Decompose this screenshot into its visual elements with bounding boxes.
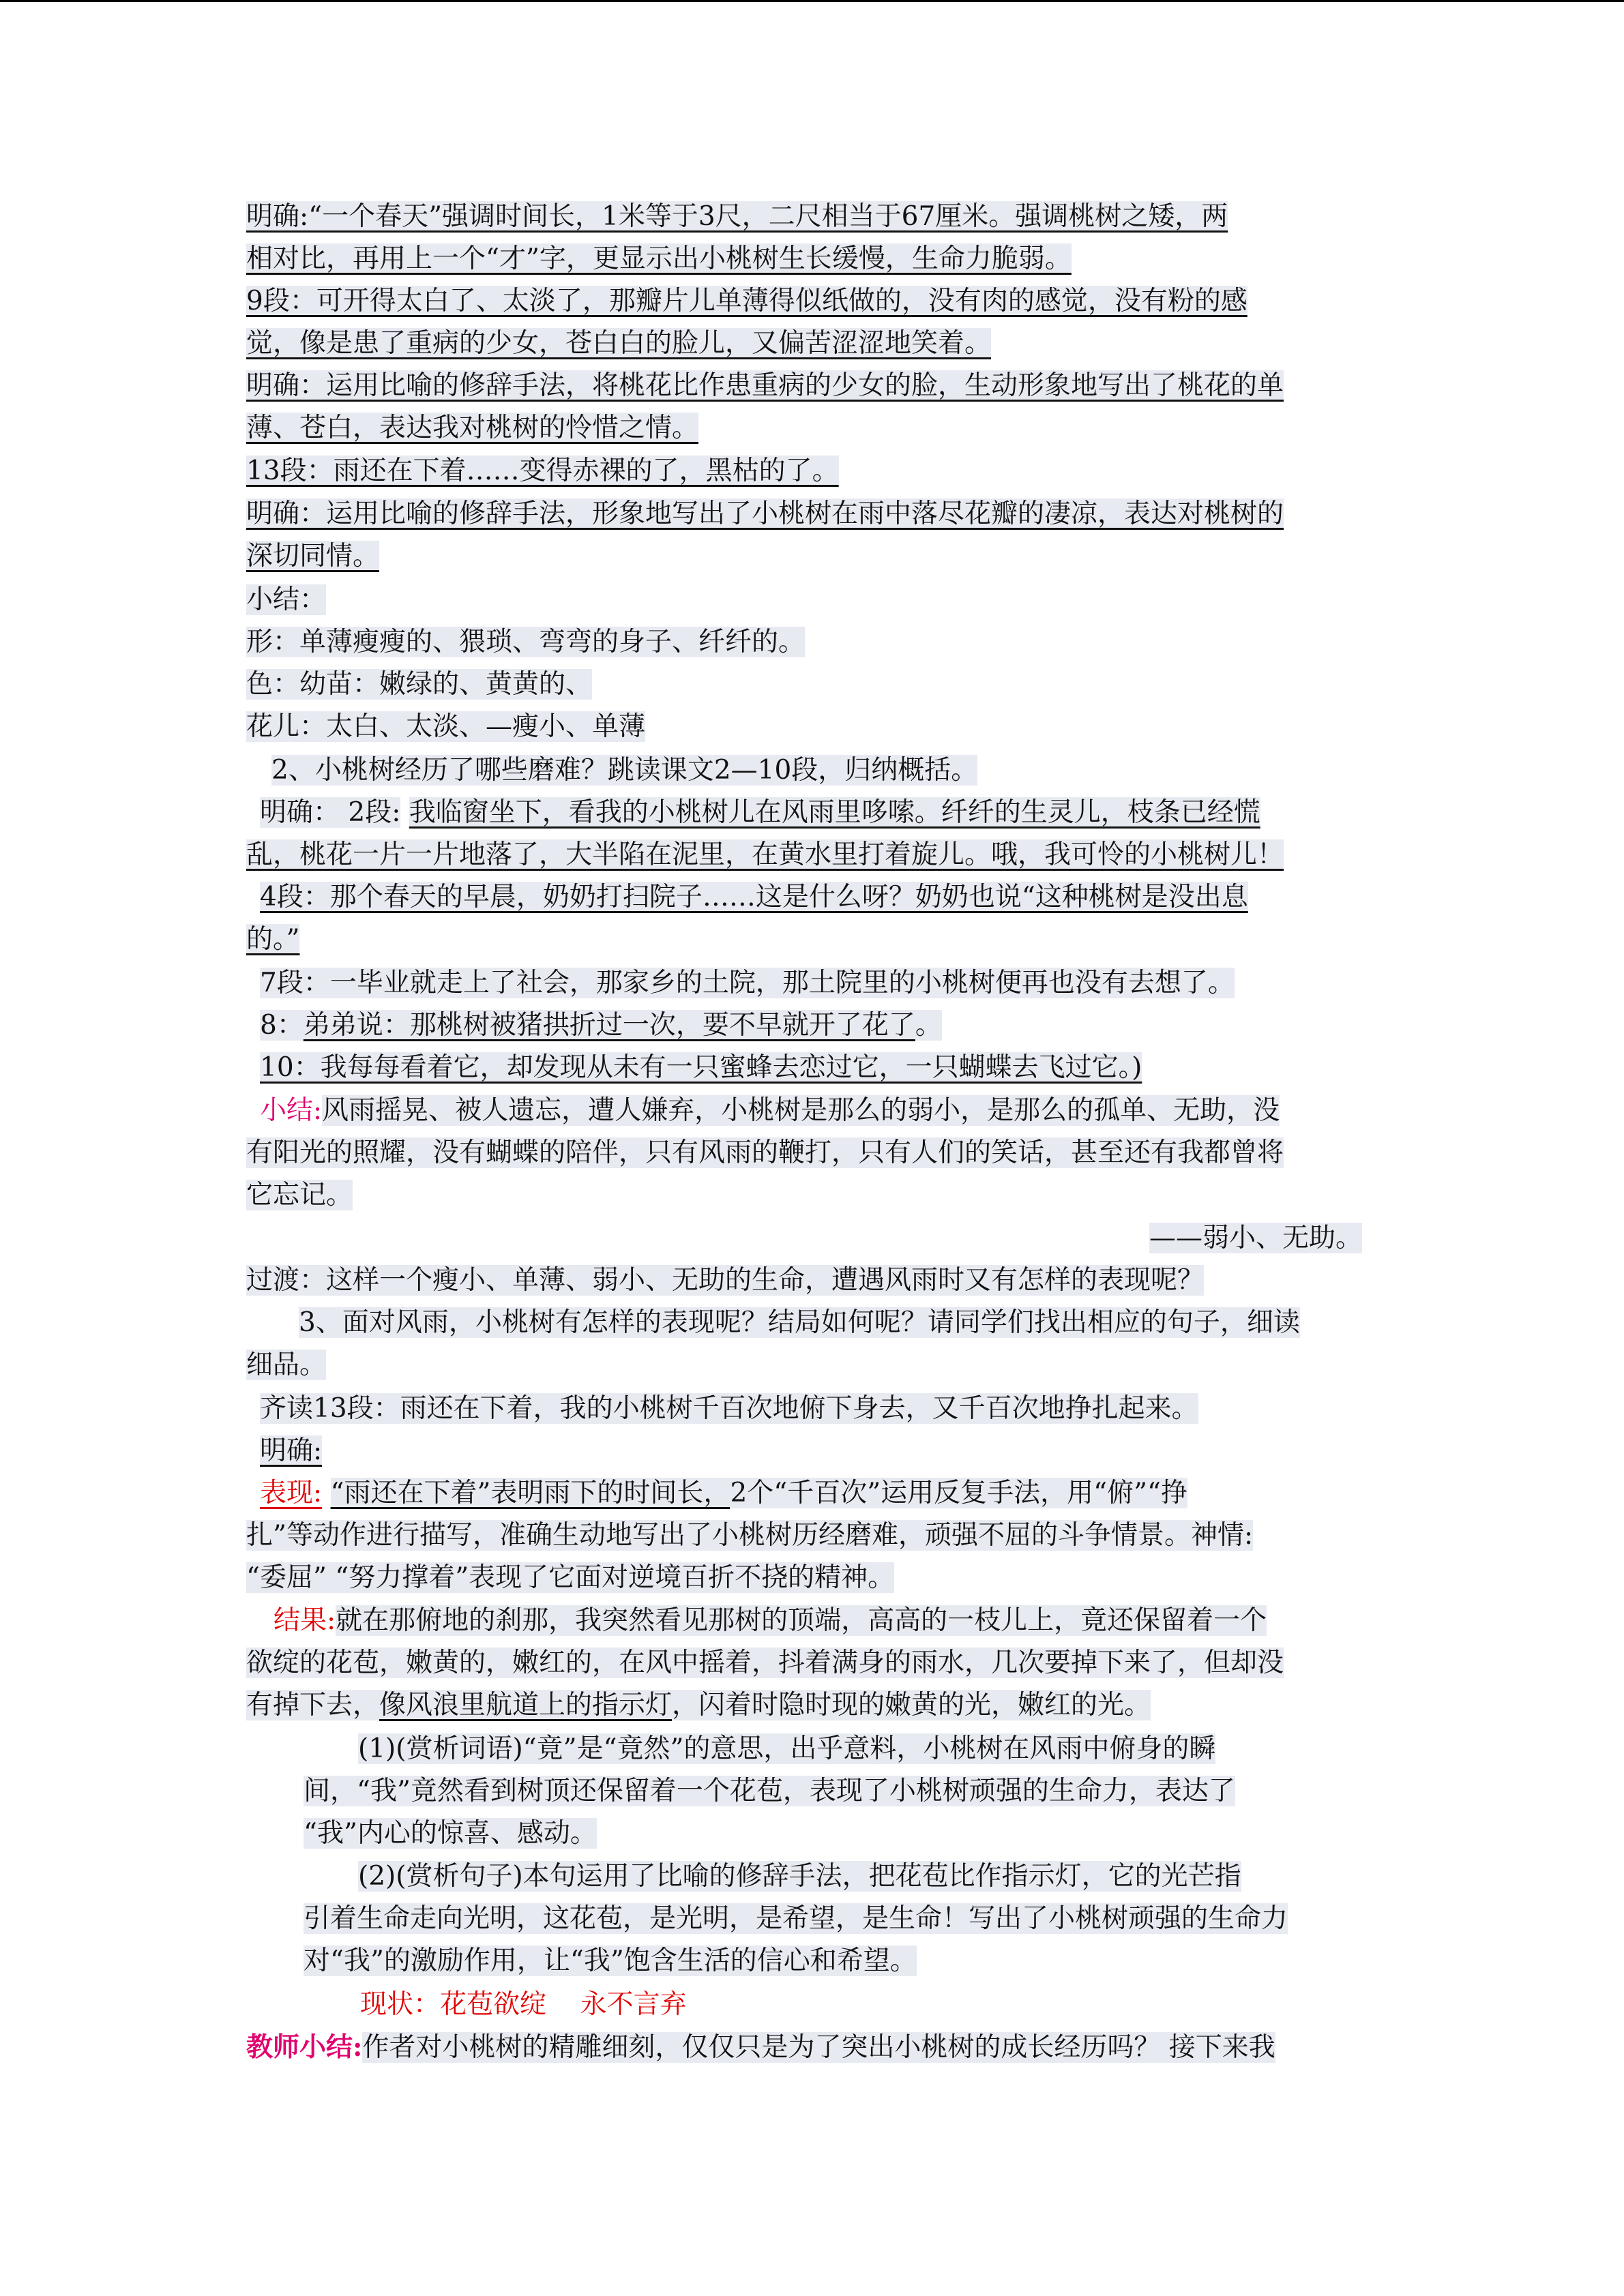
text-line: [246, 1346, 326, 1384]
answer-text: 明确:“一个春天”强调时间长，1米等于3尺，二尺相当于67厘米。强调桃树之矮，两: [246, 201, 1228, 232]
analysis-text: (2)(赏析句子)本句运用了比喻的修辞手法，把花苞比作指示灯，它的光芒指: [358, 1861, 1241, 1892]
summary-text: 风雨摇晃、被人遗忘，遭人嫌弃，小桃树是那么的弱小，是那么的孤单、无助，没: [322, 1095, 1280, 1126]
text-line: [246, 367, 1284, 405]
answer-text: 2个“千百次”运用反复手法，用“俯”“挣: [730, 1478, 1187, 1508]
text-line: [246, 623, 805, 661]
quote-text: 7段：一毕业就走上了社会，那家乡的土院，那土院里的小桃树便再也没有去想了。: [260, 968, 1235, 998]
analysis-text: 对“我”的激励作用，让“我”饱含生活的信心和希望。: [304, 1945, 917, 1976]
text-line: [260, 1092, 1280, 1130]
text-line: [246, 282, 1247, 320]
question-text: 2、小桃树经历了哪些磨难？跳读课文2—10段，归纳概括。: [271, 755, 978, 786]
text-line: [246, 921, 299, 959]
quote-text: 10：我每每看着它，却发现从未有一只蜜蜂去恋过它，一只蝴蝶去飞过它。): [260, 1052, 1142, 1083]
summary-label: 小结:: [260, 1095, 323, 1126]
answer-text: 明确：运用比喻的修辞手法，形象地写出了小桃树在雨中落尽花瓣的凄凉，表达对桃树的: [246, 498, 1284, 529]
performance-label: 表现:: [260, 1478, 323, 1508]
text-line: [246, 1517, 1253, 1555]
text-line: [246, 836, 1284, 874]
answer-text: “委屈” “努力撑着”表现了它面对逆境百折不挠的精神。: [246, 1562, 895, 1593]
quote-text: 。: [915, 1010, 942, 1041]
quote-text: 乱，桃花一片一片地落了，大半陷在泥里，在黄水里打着旋儿。哦，我可怜的小桃树儿！: [246, 839, 1284, 870]
answer-text: “雨还在下着”表明雨下的时间长，: [330, 1478, 730, 1508]
text-line: [246, 325, 991, 363]
transition-text: 过渡：这样一个瘦小、单薄、弱小、无助的生命，遭遇风雨时又有怎样的表现呢？: [246, 1265, 1205, 1296]
analysis-text: 引着生命走向光明，这花苞，是光明，是希望，是生命！写出了小桃树顽强的生命力: [304, 1903, 1288, 1934]
text-line: [260, 1049, 1142, 1087]
analysis-text: 间，“我”竟然看到树顶还保留着一个花苞，表现了小桃树顽强的生命力，表达了: [304, 1776, 1235, 1806]
text-line: [304, 1815, 597, 1853]
quote-text: 觉，像是患了重病的少女，苍白白的脸儿，又偏苦涩涩地笑着。: [246, 328, 992, 359]
text-line: [246, 1559, 894, 1597]
quote-text: 就在那俯地的刹那，我突然看见那树的顶端，高高的一枝儿上，竟还保留着一个: [336, 1605, 1267, 1636]
answer-text: 相对比，再用上一个“才”字，更显示出小桃树生长缓慢，生命力脆弱。: [246, 243, 1072, 274]
answer-label: 明确： 2段:: [260, 797, 401, 828]
text-line: [260, 1474, 1187, 1512]
text-line: [358, 1730, 1215, 1768]
text-line: [246, 708, 645, 746]
answer-label: 明确:: [260, 1435, 323, 1466]
text-line: [1149, 1219, 1362, 1257]
text-line: [246, 452, 839, 490]
answer-text: 薄、苍白，表达我对桃树的怜惜之情。: [246, 413, 699, 443]
question-text: 3、面对风雨，小桃树有怎样的表现呢？结局如何呢？请同学们找出相应的句子，细读: [299, 1307, 1300, 1338]
summary-heading: 小结：: [246, 584, 327, 615]
analysis-text: (1)(赏析词语)“竟”是“竟然”的意思，出乎意料，小桃树在风雨中俯身的瞬: [358, 1733, 1216, 1764]
text-line: [246, 495, 1284, 533]
text-line: [274, 1602, 1267, 1640]
text-line: [246, 1262, 1204, 1300]
answer-text: 明确：运用比喻的修辞手法，将桃花比作患重病的少女的脸，生动形象地写出了桃花的单: [246, 370, 1284, 401]
quote-label: 8：: [260, 1010, 304, 1041]
text-line: [246, 581, 326, 619]
text-line: [246, 240, 1072, 278]
summary-text: 色：幼苗：嫩绿的、黄黄的、: [246, 669, 593, 700]
quote-text: 4段：那个春天的早晨，奶奶打扫院子……这是什么呀？奶奶也说“这种桃树是没出息: [260, 882, 1248, 912]
status-text: 现状：花苞欲绽 永不言弃: [360, 1989, 687, 2020]
question-text: 细品。: [246, 1350, 327, 1380]
reading-text: 齐读13段：雨还在下着，我的小桃树千百次地俯下身去，又千百次地挣扎起来。: [260, 1393, 1198, 1424]
text-line: [246, 409, 698, 447]
text-line: [260, 794, 1260, 832]
analysis-text: “我”内心的惊喜、感动。: [304, 1818, 597, 1849]
result-label: 结果:: [274, 1605, 336, 1636]
teacher-summary-text: 作者对小桃树的精雕细刻，仅仅只是为了突出小桃树的成长经历吗？ 接下来我: [362, 2032, 1275, 2063]
text-line: [246, 1686, 1151, 1725]
text-line: [260, 1007, 942, 1045]
text-line: [260, 878, 1248, 916]
text-line: [304, 1942, 917, 1980]
quote-text: 像风浪里航道上的指示灯: [379, 1690, 673, 1720]
answer-text: 扎”等动作进行描写，准确生动地写出了小桃树历经磨难，顽强不屈的斗争情景。神情:: [246, 1520, 1254, 1551]
summary-text: 有阳光的照耀，没有蝴蝶的陪伴，只有风雨的鞭打，只有人们的笑话，甚至还有我都曾将: [246, 1137, 1284, 1168]
quote-text: 13段：雨还在下着……变得赤裸的了，黑枯的了。: [246, 456, 839, 486]
teacher-summary-label: 教师小结:: [246, 2031, 363, 2063]
text-line: [304, 1772, 1235, 1810]
text-line: [246, 1644, 1284, 1682]
summary-text: 花儿：太白、太淡、—瘦小、单薄: [246, 711, 646, 742]
text-line: [260, 1390, 1198, 1428]
summary-text: 它忘记。: [246, 1180, 353, 1210]
text-line: [260, 964, 1235, 1002]
text-line: [260, 1432, 322, 1470]
conclusion-text: ——弱小、无助。: [1149, 1223, 1363, 1253]
text-line: [246, 1134, 1284, 1172]
text-line: [360, 1986, 687, 2024]
summary-text: 形：单薄瘦瘦的、猥琐、弯弯的身子、纤纤的。: [246, 627, 806, 657]
quote-text: ，闪着时隐时现的嫩黄的光，嫩红的光。: [672, 1690, 1151, 1720]
quote-text: 的。”: [246, 924, 300, 955]
text-line: [246, 1176, 353, 1214]
text-line: [358, 1858, 1241, 1896]
quote-text: 有掉下去，: [246, 1690, 380, 1720]
text-line: [299, 1304, 1300, 1342]
text-line: [246, 2028, 1275, 2066]
quote-text: 我临窗坐下，看我的小桃树儿在风雨里哆嗦。纤纤的生灵儿，枝条已经慌: [409, 797, 1260, 828]
quote-text: 9段：可开得太白了、太淡了，那瓣片儿单薄得似纸做的，没有肉的感觉，没有粉的感: [246, 286, 1247, 316]
quote-text: 欲绽的花苞，嫩黄的，嫩红的，在风中摇着，抖着满身的雨水，几次要掉下来了，但却没: [246, 1648, 1284, 1678]
answer-text: 深切同情。: [246, 541, 380, 571]
text-line: [246, 537, 379, 576]
text-line: [304, 1900, 1288, 1938]
text-line: [246, 198, 1228, 236]
text-line: [246, 666, 592, 704]
page-top-border: [0, 0, 1624, 2]
text-line: [271, 751, 977, 790]
quote-text: 弟弟说：那桃树被猪拱折过一次，要不早就开了花了: [303, 1010, 915, 1041]
